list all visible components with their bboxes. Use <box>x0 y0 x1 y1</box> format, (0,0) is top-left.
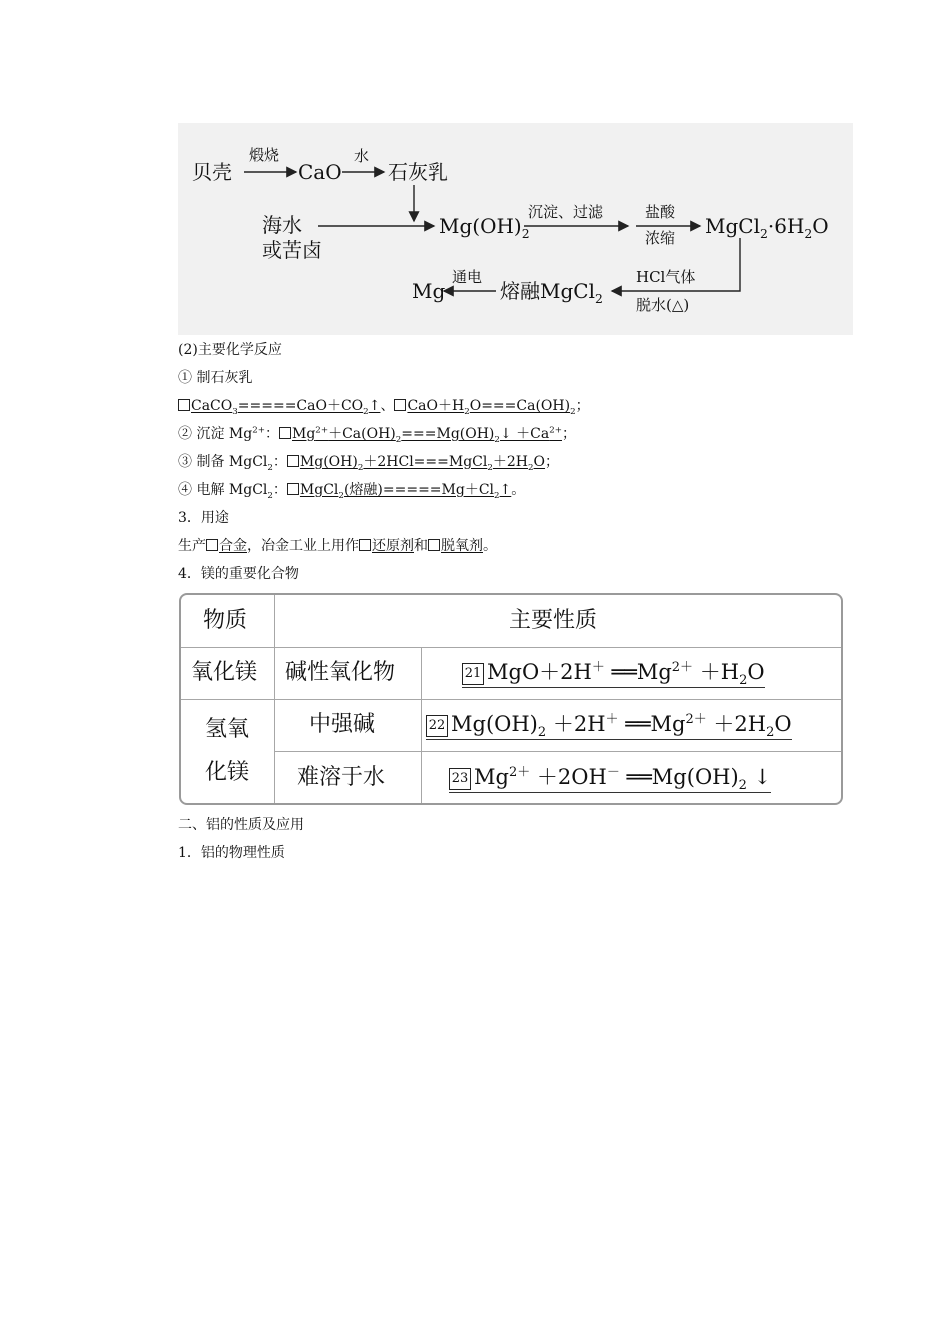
concentrate-label: 浓缩 <box>645 229 676 247</box>
table-divider <box>181 699 841 700</box>
precip-filter-label: 沉淀、过滤 <box>528 203 604 221</box>
aluminum-physical-heading: 1．铝的物理性质 <box>178 845 285 861</box>
molten-mgcl2-label: 熔融MgCl$_2$ <box>500 279 603 306</box>
blank-box-icon <box>287 483 299 495</box>
blank-box-icon <box>279 427 291 439</box>
magnesium-compounds-table <box>179 593 843 805</box>
magnesium-extraction-flowchart <box>178 123 853 335</box>
blank-number-box: 21 <box>462 663 484 685</box>
cao-label: CaO <box>298 160 342 184</box>
reactions-heading: (2)主要化学反应 <box>178 342 282 358</box>
reaction-item-3: ③ 制备 MgCl$_2$： $Mg(OH)_2+2HCl===MgCl_2+2H_2O$； <box>178 454 560 473</box>
mgo-equation: 21 MgO＋2H＋ $══Mg^{2+} +H_2O$ <box>462 659 765 688</box>
shell-label: 贝壳 <box>192 160 232 184</box>
water-label: 水 <box>354 147 370 165</box>
hcl-gas-label: HCl气体 <box>636 268 696 286</box>
reaction-item-2: ② 沉淀 $Mg^{2+}$： $Mg^{2+}+Ca(OH)_2===Mg(OH)_2↓ +Ca^{2+}$； <box>178 425 576 445</box>
blank-box-icon <box>428 539 440 551</box>
brine-label: 或苦卤 <box>262 238 322 262</box>
reaction-item-1-label: ① 制石灰乳 <box>178 370 253 386</box>
seawater-label: 海水 <box>262 213 302 237</box>
mgcl2-hydrate-label: $MgCl_2\cdot 6H_2O$ <box>705 214 829 241</box>
mgo-property: 碱性氧化物 <box>285 660 396 685</box>
mgoh2-name-line1: 氢氧 <box>205 717 250 742</box>
mgoh2-name-line2: 化镁 <box>205 760 250 785</box>
blank-box-icon <box>287 455 299 467</box>
dehydrate-label: 脱水(△) <box>636 296 690 314</box>
uses-text: 生产 合金，冶金工业上用作 还原剂和 脱氧剂。 <box>178 538 497 554</box>
mgo-name: 氧化镁 <box>191 660 258 685</box>
header-substance: 物质 <box>203 608 248 633</box>
mg-label: Mg <box>412 279 446 303</box>
blank-box-icon <box>206 539 218 551</box>
lime-milk-label: 石灰乳 <box>388 160 448 184</box>
blank-box-icon <box>359 539 371 551</box>
blank-box-icon <box>394 399 406 411</box>
hcl-acid-label: 盐酸 <box>645 203 676 221</box>
calcine-label: 煅烧 <box>249 146 280 164</box>
compounds-heading: 4．镁的重要化合物 <box>178 566 299 582</box>
aluminum-section-heading: 二、铝的性质及应用 <box>178 817 304 833</box>
mgoh2-property-insoluble: 难溶于水 <box>297 765 386 790</box>
uses-heading: 3．用途 <box>178 510 229 526</box>
blank-number-box: 22 <box>426 715 448 737</box>
blank-number-box: 23 <box>449 768 471 790</box>
blank-box-icon <box>178 399 190 411</box>
mgoh2-property-base: 中强碱 <box>309 712 376 737</box>
reaction-item-1-equations: $CaCO_3=====CaO+CO_2↑$、 $CaO+H_2O===Ca(OH)_2$； <box>178 397 590 415</box>
reaction-item-4: ④ 电解 MgCl$_2$： MgCl$_2$(熔融)$=====Mg+Cl_2↑$。 <box>178 482 526 501</box>
table-divider <box>274 751 841 752</box>
table-divider <box>421 647 422 803</box>
header-main-properties: 主要性质 <box>509 608 598 633</box>
electrolysis-label: 通电 <box>452 268 483 286</box>
mgoh2-label: $Mg(OH)_2$ <box>439 214 530 241</box>
table-divider <box>181 647 841 648</box>
mgoh2-equation-acid: 22 $Mg(OH)_2 +2H^+$ $══Mg^{2+} +2H_2O$ <box>426 711 792 740</box>
mgoh2-equation-precipitate: 23 $Mg^{2+} +2OH^-$ $══Mg(OH)_2$ ↓ <box>449 764 771 793</box>
